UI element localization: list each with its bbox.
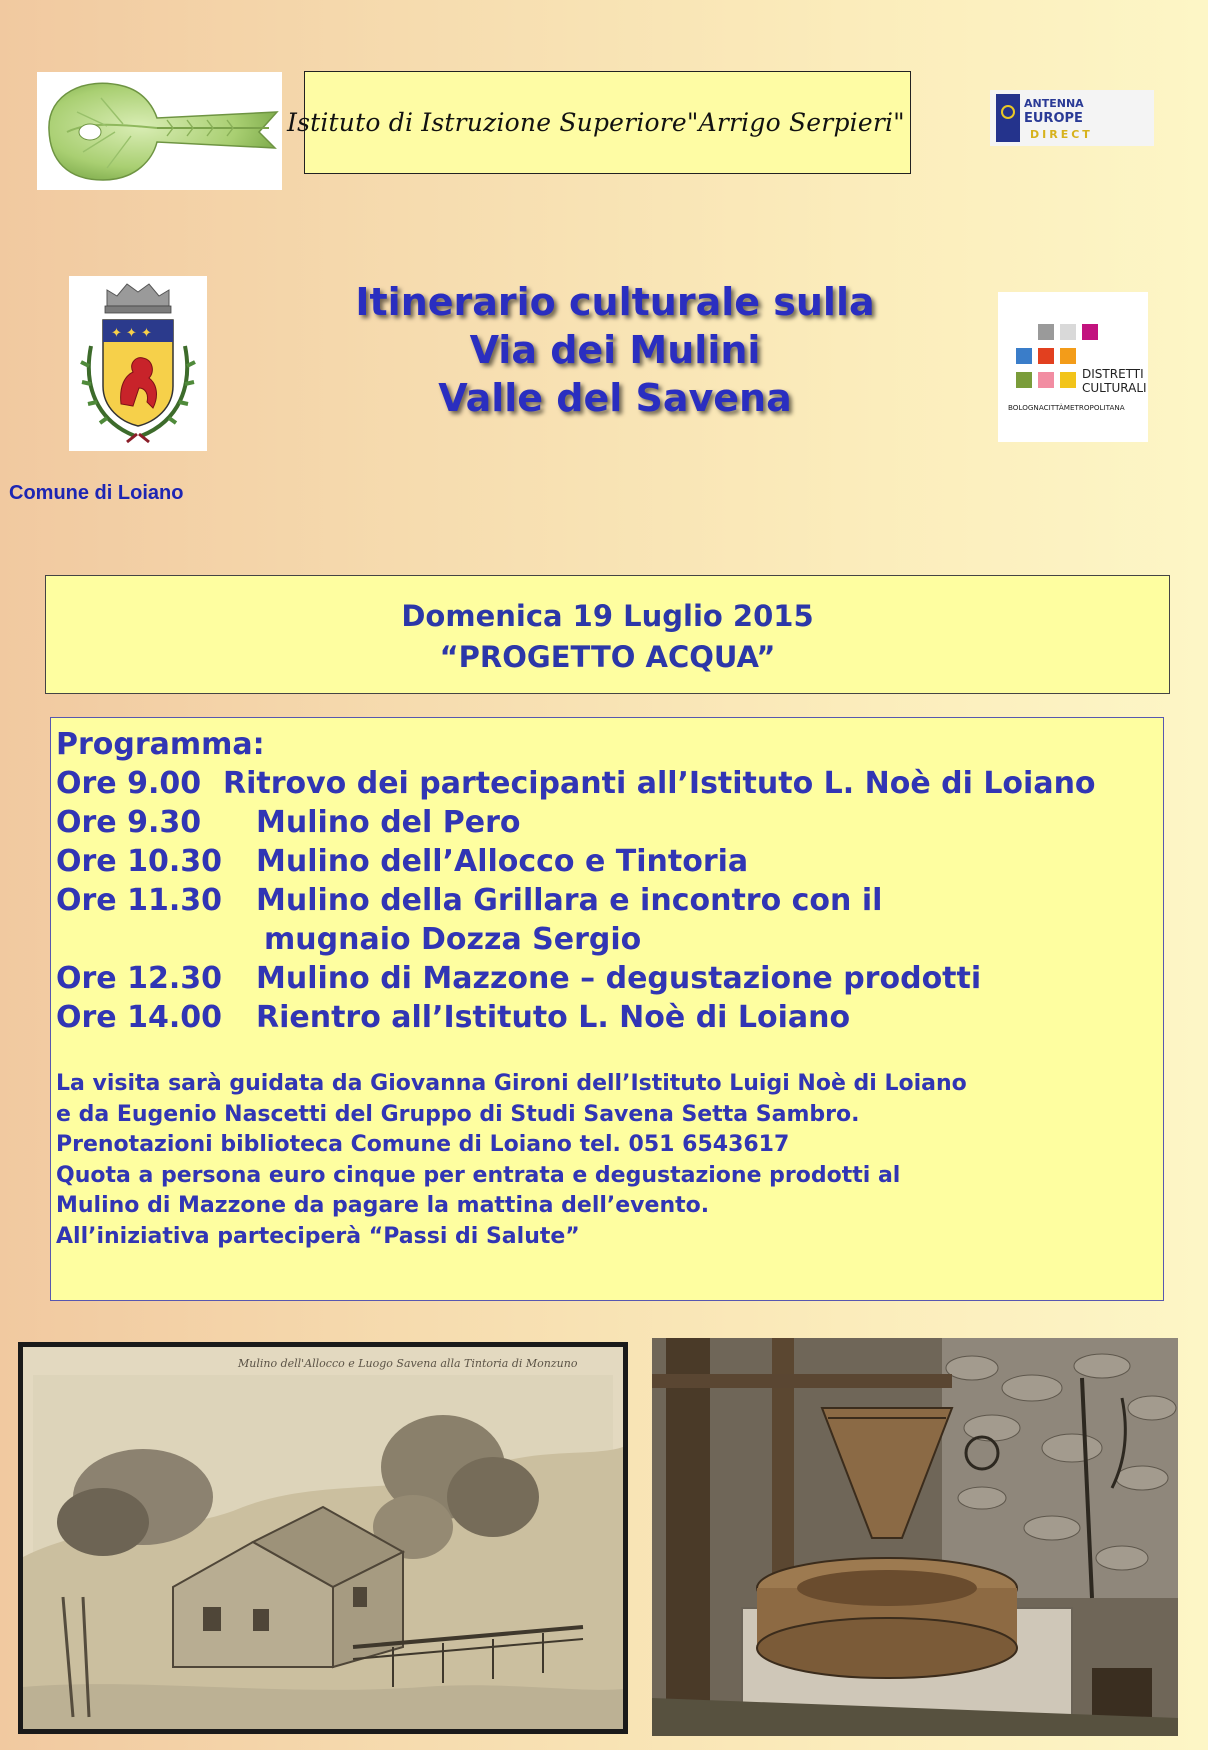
program-item: [56, 803, 1096, 842]
program-desc: Mulino della Grillara e incontro con il: [256, 883, 883, 918]
mill-sketch-icon: [23, 1347, 623, 1729]
europe-direct-icon: [990, 90, 1154, 146]
program-time: Ore 14.00: [56, 1000, 222, 1035]
distretti-logo-line-2: CULTURALI: [1082, 381, 1147, 395]
info-line: Prenotazioni biblioteca Comune di Loiano tel. 051 6543617: [56, 1132, 790, 1157]
info-line: All’iniziativa parteciperà “Passi di Salute”: [56, 1223, 580, 1249]
millstone-icon: [652, 1338, 1178, 1736]
europe-logo-line-3: DIRECT: [1030, 128, 1093, 141]
mill-drawing-image: [18, 1342, 628, 1734]
school-name: Istituto di Istruzione Superiore"Arrigo Serpieri": [287, 108, 905, 137]
program-item: [56, 842, 1096, 881]
title-line-3: Valle del Savena: [438, 376, 792, 420]
program-desc: Mulino dell’Allocco e Tintoria: [256, 844, 749, 879]
loiano-crest-logo: [69, 276, 207, 451]
program-list: [56, 725, 1096, 1037]
event-date-box: [45, 575, 1170, 694]
title-line-1: Itinerario culturale sulla: [355, 280, 875, 324]
page-title: [290, 278, 940, 422]
program-time: Ore 11.30: [56, 883, 222, 918]
program-desc: Rientro all’Istituto L. Noè di Loiano: [256, 1000, 851, 1035]
distretti-culturali-icon: [998, 292, 1148, 442]
program-item: [56, 881, 1096, 920]
program-item: [56, 764, 1096, 803]
leaf-key-icon: [37, 72, 282, 190]
program-desc: Mulino di Mazzone – degustazione prodotti: [256, 961, 982, 996]
program-time: Ore 9.00: [56, 766, 202, 801]
program-heading: Programma:: [56, 727, 265, 762]
drawing-caption: Mulino dell'Allocco e Luogo Savena alla Tintoria di Monzuno: [238, 1357, 578, 1370]
program-desc: Ritrovo dei partecipanti all’Istituto L. Noè di Loiano: [223, 766, 1096, 801]
event-info: [56, 1069, 967, 1252]
program-box: [50, 717, 1164, 1301]
coat-of-arms-icon: [69, 276, 207, 451]
program-time: Ore 12.30: [56, 961, 222, 996]
info-line: Quota a persona euro cinque per entrata e degustazione prodotti al: [56, 1162, 901, 1188]
program-item: [56, 998, 1096, 1037]
program-item: [56, 920, 1096, 959]
europe-logo-line-1: ANTENNA: [1024, 97, 1084, 110]
event-project: “PROGETTO ACQUA”: [439, 640, 776, 674]
info-line: Mulino di Mazzone da pagare la mattina dell’evento.: [56, 1193, 710, 1218]
europe-direct-logo: [990, 90, 1154, 146]
program-desc: mugnaio Dozza Sergio: [264, 922, 642, 957]
school-leaf-logo: [37, 72, 282, 190]
svg-text:✦ ✦ ✦: ✦ ✦ ✦: [111, 326, 152, 341]
program-time: Ore 10.30: [56, 844, 222, 879]
info-line: e da Eugenio Nascetti del Gruppo di Studi Savena Setta Sambro.: [56, 1101, 860, 1127]
program-desc: Mulino del Pero: [256, 805, 521, 840]
school-name-box: [287, 71, 911, 174]
distretti-logo-line-1: DISTRETTI: [1082, 367, 1144, 381]
program-time: Ore 9.30: [56, 805, 202, 840]
millstone-photo: [652, 1338, 1178, 1736]
info-line: La visita sarà guidata da Giovanna Gironi dell’Istituto Luigi Noè di Loiano: [56, 1071, 967, 1096]
comune-label: Comune di Loiano: [9, 482, 184, 504]
event-date: Domenica 19 Luglio 2015: [401, 599, 814, 633]
distretti-logo-line-3: BOLOGNACITTÀMETROPOLITANA: [1008, 403, 1125, 412]
program-item: [56, 959, 1096, 998]
distretti-culturali-logo: [998, 292, 1148, 442]
europe-logo-line-2: EUROPE: [1024, 111, 1083, 126]
program-time: [56, 920, 264, 959]
title-line-2: Via dei Mulini: [469, 328, 761, 372]
